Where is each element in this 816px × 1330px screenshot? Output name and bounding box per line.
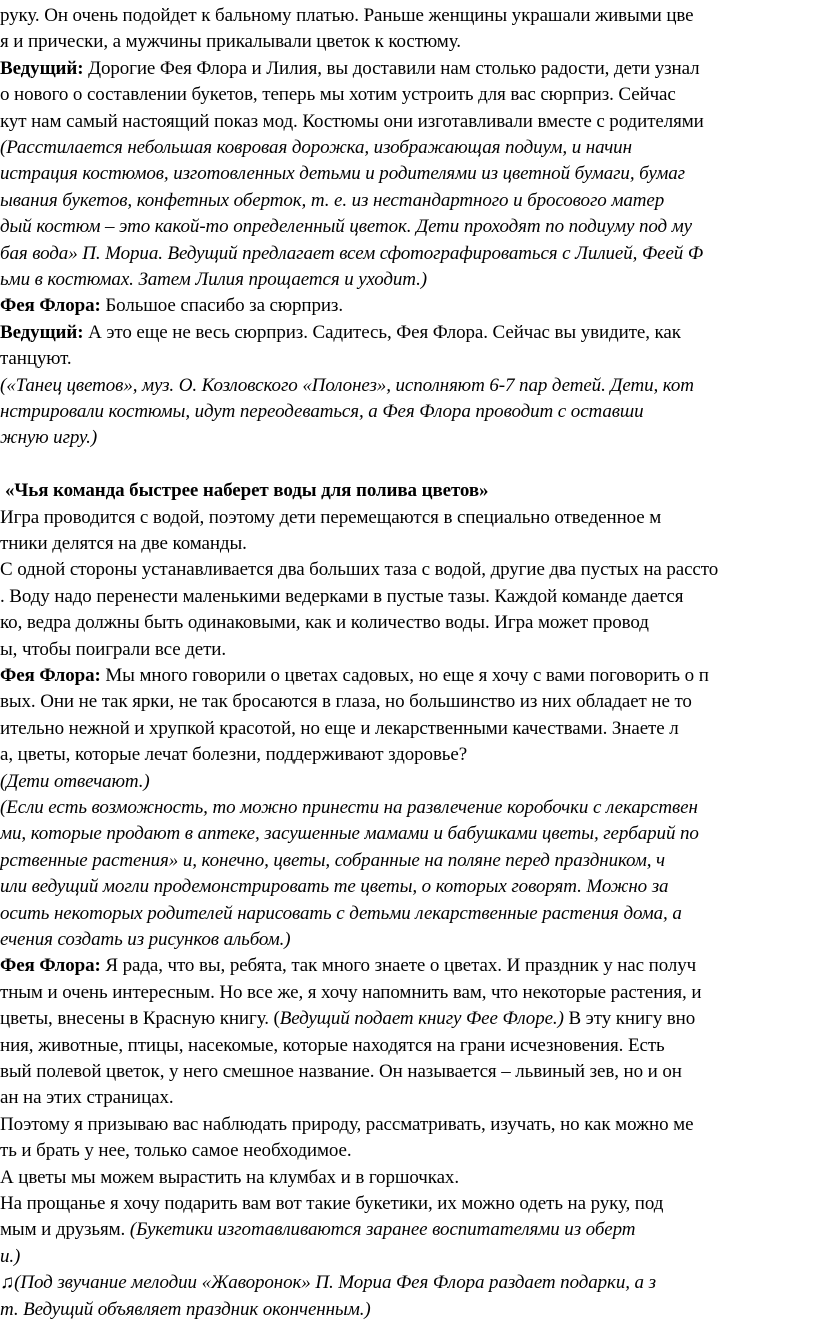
stage-direction: жную игру.) — [0, 427, 98, 449]
text-line — [0, 1032, 665, 1059]
text-segment: Мы много говорили о цветах садовых, но еще я хочу с вами поговорить о п — [100, 665, 709, 686]
stage-direction: ывания букетов, конфетных оберток, т. е. из нестандартного и бросового матер — [0, 189, 665, 211]
speaker-label: Фея Флора: — [0, 665, 101, 686]
text-line — [0, 319, 681, 346]
stage-direction: дый костюм – это какой-то определенный цветок. Дети проходят по подиуму под му — [0, 216, 693, 238]
text-line — [0, 662, 709, 689]
text-line — [0, 583, 683, 610]
text-line — [0, 768, 150, 795]
text-line — [0, 504, 661, 531]
text-line — [0, 873, 668, 900]
text-line — [5, 477, 488, 504]
text-segment: танцуют. — [0, 348, 72, 370]
text-line — [0, 794, 698, 821]
text-line — [0, 1296, 371, 1323]
stage-direction: т. Ведущий объявляет праздник оконченным.) — [0, 1298, 371, 1320]
text-line — [0, 108, 704, 135]
text-segment: руку. Он очень подойдет к бальному платью. Раньше женщины украшали живыми цве — [0, 5, 694, 26]
text-line — [0, 1269, 656, 1296]
text-line — [0, 345, 72, 372]
speaker-label: Ведущий: — [0, 321, 84, 343]
stage-direction: («Танец цветов», муз. О. Козловского «Полонез», исполняют 6-7 пар детей. Дети, кот — [0, 374, 694, 396]
text-line — [0, 926, 291, 953]
speaker-label: Фея Флора: — [0, 295, 101, 317]
stage-direction: (Расстилается небольшая ковровая дорожка, изображающая подиум, и начин — [0, 137, 632, 158]
text-line — [0, 1058, 682, 1085]
text-segment: тники делятся на две команды. — [0, 533, 247, 554]
stage-direction: (Букетики изготавливаются заранее воспитателями из оберт — [129, 1219, 636, 1241]
text-segment: Я рада, что вы, ребята, так много знаете о цветах. И праздник у нас получ — [100, 955, 697, 977]
text-line — [0, 952, 696, 979]
text-line — [0, 1137, 352, 1164]
text-segment: ы, чтобы поиграли все дети. — [0, 638, 227, 660]
stage-direction: (Если есть возможность, то можно принести на развлечение коробочки с лекарствен — [0, 797, 698, 818]
text-line — [0, 1216, 635, 1243]
text-segment: В эту книгу вно — [563, 1008, 696, 1030]
text-line — [0, 55, 700, 82]
text-line — [0, 1111, 693, 1138]
stage-direction: нстрировали костюмы, идут переодеваться, а Фея Флора проводит с оставши — [0, 401, 644, 422]
text-segment: ть и брать у нее, только самое необходимое. — [0, 1140, 352, 1162]
stage-direction: истрация костюмов, изготовленных детьми и родителями из цветной бумаги, бумаг — [0, 163, 685, 185]
text-segment: тным и очень интересным. Но все же, я хочу напомнить вам, что некоторые растения, и — [0, 981, 702, 1003]
stage-direction: ми, которые продают в аптеке, засушенные мамами и бабушками цветы, гербарий по — [0, 823, 699, 845]
text-line — [0, 609, 649, 636]
stage-direction: (Под звучание мелодии «Жаворонок» П. Мориа Фея Флора раздает подарки, а з — [14, 1272, 656, 1294]
text-segment: а, цветы, которые лечат болезни, поддерживают здоровье? — [0, 744, 468, 766]
text-line — [0, 556, 718, 583]
stage-direction: (Дети отвечают.) — [0, 770, 150, 792]
text-line — [0, 187, 664, 214]
stage-direction: рственные растения» и, конечно, цветы, собранные на поляне перед праздником, ч — [0, 849, 665, 871]
text-line — [0, 81, 676, 108]
stage-direction: или ведущий могли продемонстрировать те цветы, о которых говорят. Можно за — [0, 876, 669, 898]
text-line — [0, 240, 703, 267]
text-line — [0, 398, 644, 425]
text-line — [0, 1005, 695, 1032]
text-segment: Дорогие Фея Флора и Лилия, вы доставили нам столько радости, дети узнал — [83, 57, 700, 79]
text-line — [0, 1243, 20, 1270]
text-segment: о нового о составлении букетов, теперь мы хотим устроить для вас сюрприз. Сейчас — [0, 84, 676, 106]
text-segment: Игра проводится с водой, поэтому дети перемещаются в специально отведенное м — [0, 506, 662, 528]
text-line — [0, 900, 682, 927]
stage-direction: бая вода» П. Мориа. Ведущий предлагает всем сфотографироваться с Лилией, Феей Ф — [0, 242, 704, 264]
text-segment: вых. Они не так ярки, не так бросаются в глаза, но большинство из них обладает не то — [0, 691, 692, 713]
text-line — [0, 1084, 174, 1111]
text-line — [0, 979, 701, 1006]
text-line — [0, 134, 632, 161]
text-line — [0, 1190, 663, 1217]
text-segment: На прощанье я хочу подарить вам вот такие букетики, их можно одеть на руку, под — [0, 1193, 664, 1214]
text-line — [0, 424, 97, 451]
text-line — [0, 2, 694, 29]
text-line — [0, 213, 692, 240]
text-segment: ко, ведра должны быть одинаковыми, как и количество воды. Игра может провод — [0, 612, 649, 634]
text-segment: вый полевой цветок, у него смешное название. Он называется – львиный зев, но и он — [0, 1061, 682, 1082]
stage-direction: ьми в костюмах. Затем Лилия прощается и уходит.) — [0, 269, 427, 290]
speaker-label: ♫ — [0, 1272, 15, 1294]
text-segment: ния, животные, птицы, насекомые, которые находятся на грани исчезновения. Есть — [0, 1034, 665, 1056]
text-segment: А это еще не весь сюрприз. Садитесь, Фея Флора. Сейчас вы увидите, как — [83, 321, 681, 343]
text-segment: А цветы мы можем вырастить на клумбах и в горшочках. — [0, 1166, 459, 1188]
text-segment: цветы, внесены в Красную книгу. ( — [0, 1008, 280, 1030]
text-line — [0, 847, 665, 874]
text-line — [0, 715, 679, 742]
text-line — [0, 820, 699, 847]
stage-direction: и.) — [0, 1245, 21, 1267]
text-line — [0, 372, 694, 399]
text-segment: кут нам самый настоящий показ мод. Костюмы они изготавливали вместе с родителями — [0, 110, 704, 132]
text-line — [0, 160, 685, 187]
text-segment: Большое спасибо за сюрприз. — [100, 295, 343, 317]
text-line — [0, 530, 247, 557]
speaker-label: Ведущий: — [0, 57, 84, 79]
text-line — [0, 636, 226, 663]
stage-direction: осить некоторых родителей нарисовать с детьми лекарственные растения дома, а — [0, 902, 682, 924]
text-line — [0, 688, 692, 715]
text-segment: мым и друзьям. — [0, 1219, 130, 1241]
text-segment: Поэтому я призываю вас наблюдать природу, рассматривать, изучать, но как можно ме — [0, 1113, 694, 1135]
text-line — [0, 28, 461, 55]
text-segment: . Воду надо перенести маленькими ведерками в пустые тазы. Каждой команде дается — [0, 585, 684, 607]
text-line — [0, 741, 467, 768]
text-line — [0, 1164, 459, 1191]
text-segment: С одной стороны устанавливается два больших таза с водой, другие два пустых на рассто — [0, 559, 719, 581]
text-line — [0, 266, 427, 293]
text-segment: ительно нежной и хрупкой красотой, но еще и лекарственными качествами. Знаете л — [0, 717, 679, 739]
stage-direction: Ведущий подает книгу Фее Флоре.) — [279, 1008, 564, 1030]
text-segment: ан на этих страницах. — [0, 1087, 174, 1109]
stage-direction: ечения создать из рисунков альбом.) — [0, 929, 291, 950]
speaker-label: Фея Флора: — [0, 955, 101, 977]
speaker-label: «Чья команда быстрее наберет воды для полива цветов» — [5, 480, 489, 502]
text-segment: я и прически, а мужчины прикалывали цветок к костюму. — [0, 31, 461, 53]
text-line — [0, 292, 343, 319]
